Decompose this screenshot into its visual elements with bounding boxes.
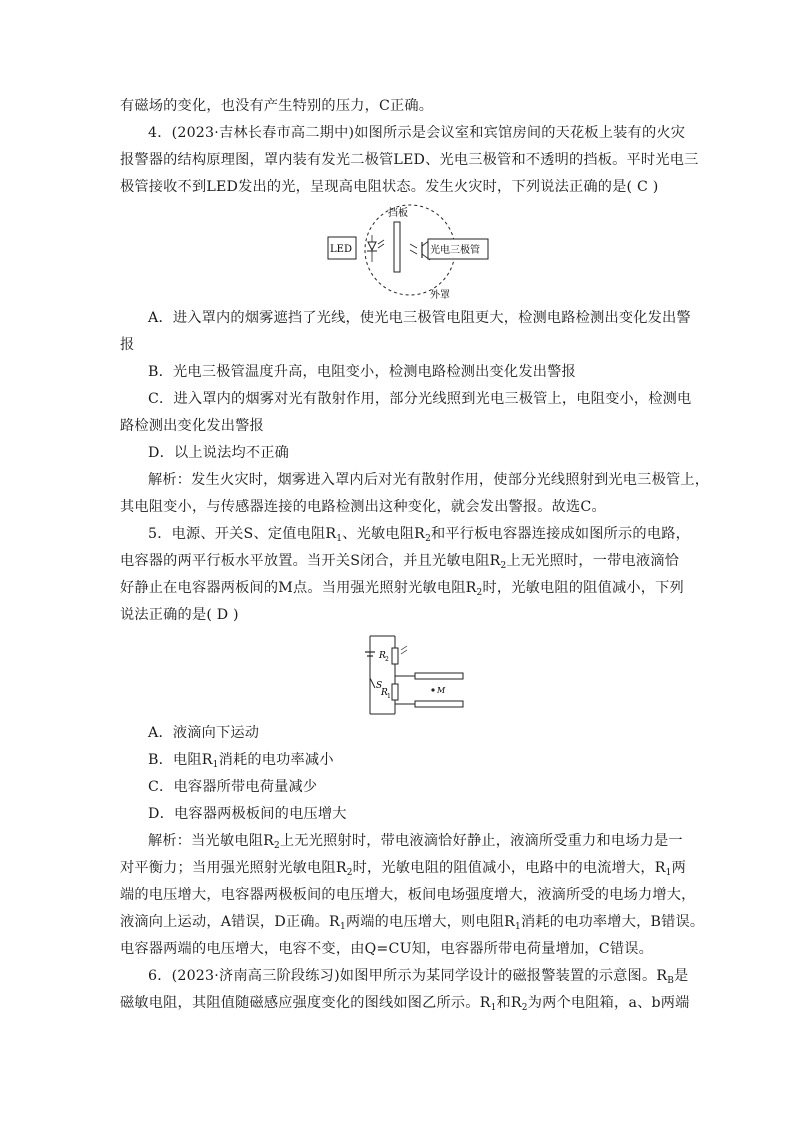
intro-line: 有磁场的变化，也没有产生特别的压力，C正确。	[120, 98, 434, 114]
q4-analysis-line-2: 其电阻变小，与传感器连接的电路检测出这种变化，就会发出警报。故选C。	[120, 499, 606, 515]
q4-option-b: B．光电三极管温度升高，电阻变小，检测电路检测出变化发出警报	[148, 364, 576, 380]
q6-stem-line-1: 6．(2023·济南高三阶段练习)如图甲所示为某同学设计的磁报警装置的示意图。$R_B$是	[148, 968, 689, 986]
q5-analysis-line-1: 解析：当光敏电阻$R_2$上无光照射时，带电液滴恰好静止，液滴所受重力和电场力是一	[148, 833, 683, 851]
q5-stem-line-1: 5．电源、开关S、定值电阻$R_1$、光敏电阻$R_2$和平行板电容器连接成如图所示的电路，	[148, 526, 690, 544]
r1-sub: 1	[387, 693, 391, 700]
baffle-label: 挡板	[388, 208, 408, 219]
q5-option-d: D．电容器两极板间的电压增大	[148, 806, 347, 822]
q5-stem-line-2: 电容器的两平行板水平放置。当开关S闭合，并且光敏电阻$R_2$上无光照时，一带电液滴恰	[120, 553, 680, 571]
q5-analysis-line-5: 电容器两端的电压增大，电容不变，由Q=CU知，电容器所带电荷量增加，C错误。	[120, 941, 653, 957]
q5-analysis-line-3: 端的电压增大，电容器两极板间的电压增大，板间电场强度增大，液滴所受的电场力增大，	[120, 887, 696, 903]
q4-option-a-line-2: 报	[120, 337, 135, 353]
r1-label: R	[381, 688, 388, 698]
circuit-diagram	[355, 630, 475, 720]
q5-stem-line-3: 好静止在电容器两板间的M点。当用强光照射光敏电阻$R_2$时，光敏电阻的阻值减小，下列	[120, 580, 684, 598]
q4-option-a-line-1: A．进入罩内的烟雾遮挡了光线，使光电三极管电阻更大，检测电路检测出变化发出警	[148, 310, 691, 326]
q5-analysis-line-2: 对平衡力；当用强光照射光敏电阻$R_2$时，光敏电阻的阻值减小，电路中的电流增大，$R_1$两	[120, 860, 686, 878]
q5-option-a: A．液滴向下运动	[148, 725, 260, 741]
cover-label: 外罩	[430, 290, 450, 300]
switch-label: S	[376, 681, 383, 691]
q4-stem-line-3: 极管接收不到LED发出的光，呈现高电阻状态。发生火灾时，下列说法正确的是( C )	[120, 179, 659, 195]
r2-label: R	[379, 651, 386, 661]
led-label: LED	[330, 244, 352, 255]
q4-stem-line-2: 报警器的结构原理图，罩内装有发光二极管LED、光电三极管和不透明的挡板。平时光电三	[120, 152, 699, 168]
q5-option-c: C．电容器所带电荷量减少	[148, 779, 318, 795]
q4-stem-line-1: 4．(2023·吉林长春市高二期中)如图所示是会议室和宾馆房间的天花板上装有的火灾	[148, 125, 686, 141]
q4-option-d: D．以上说法均不正确	[148, 445, 290, 461]
q4-analysis-line-1: 解析：发生火灾时，烟雾进入罩内后对光有散射作用，使部分光线照射到光电三极管上，	[148, 472, 710, 488]
phototransistor-label: 光电三极管	[430, 245, 480, 256]
q4-option-c-line-2: 路检测出变化发出警报	[120, 418, 264, 434]
q5-option-b: B．电阻$R_1$消耗的电功率减小	[148, 752, 334, 770]
fire-alarm-diagram	[320, 200, 500, 300]
m-point-label: M	[437, 686, 446, 695]
r2-sub: 2	[385, 656, 389, 663]
q5-analysis-line-4: 液滴向上运动，A错误，D正确。$R_1$两端的电压增大，则电阻$R_1$消耗的电功率增大，B错误。	[120, 914, 705, 932]
q4-option-c-line-1: C．进入罩内的烟雾对光有散射作用，部分光线照到光电三极管上，电阻变小，检测电	[148, 391, 692, 407]
q5-stem-line-4: 说法正确的是( D )	[120, 607, 239, 623]
q6-stem-line-2: 磁敏电阻，其阻值随磁感应强度变化的图线如图乙所示。$R_1$和$R_2$为两个电阻箱，a、b两端	[120, 995, 690, 1013]
